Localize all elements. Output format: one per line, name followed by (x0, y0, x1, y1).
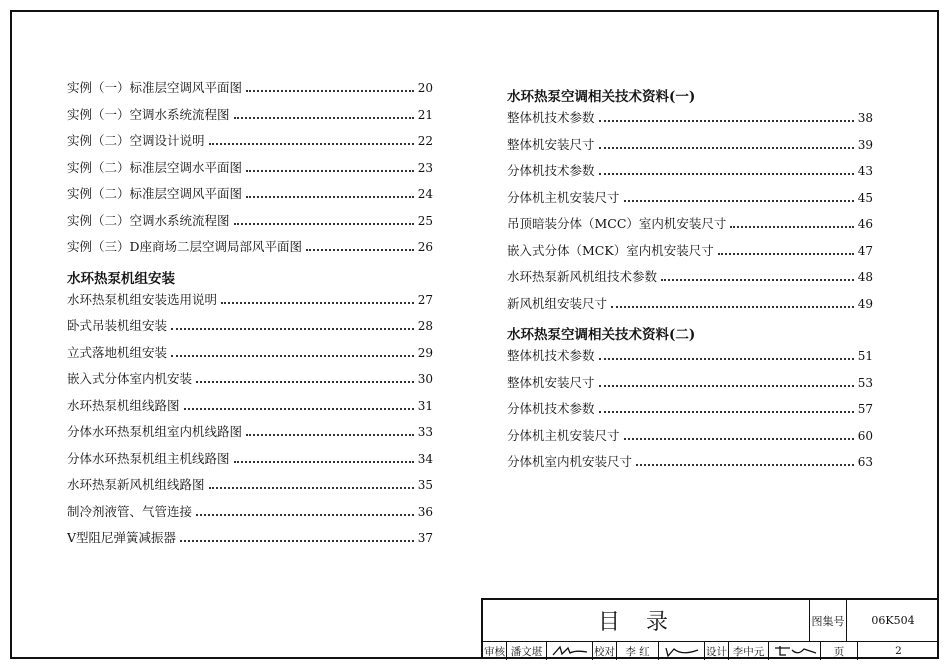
dot-leader (306, 249, 414, 251)
toc-entry[interactable] (67, 158, 433, 185)
dot-leader (234, 223, 414, 225)
toc-entry[interactable] (507, 373, 873, 400)
toc-entry-label: 整体机安装尺寸 (507, 136, 595, 152)
dot-leader (196, 381, 414, 383)
dot-leader (180, 540, 414, 542)
toc-entry-label: 实例（二）标准层空调风平面图 (67, 186, 243, 201)
dot-leader (611, 306, 854, 308)
toc-entry-label: 实例（二）标准层空调水平面图 (67, 159, 243, 175)
toc-entry-label: 整体机技术参数 (507, 110, 595, 125)
toc-entry[interactable] (507, 188, 873, 215)
toc-entry-page: 35 (417, 478, 433, 492)
title-block-title: 目录 (483, 600, 810, 641)
proof-label: 校对 (593, 642, 617, 660)
toc-entry-label: 实例（一）空调水系统流程图 (67, 106, 230, 122)
toc-entry-page: 30 (417, 372, 433, 386)
toc-entry-label: V型阻尼弹簧减振器 (67, 530, 177, 545)
toc-entry-page: 21 (417, 107, 433, 122)
page-number: 2 (895, 645, 902, 657)
toc-left-column (67, 78, 433, 555)
toc-entry-page: 43 (857, 164, 873, 178)
review-name: 潘文堪 (507, 642, 547, 660)
toc-entry[interactable] (507, 161, 873, 188)
dot-leader (171, 355, 414, 357)
toc-entry-page: 60 (857, 428, 873, 443)
dot-leader (221, 302, 414, 304)
dot-leader (171, 328, 414, 330)
page-label: 页 (821, 642, 858, 660)
toc-entry-label: 卧式吊装机组安装 (67, 318, 168, 333)
toc-entry-page: 29 (417, 345, 433, 360)
toc-entry-page: 45 (857, 190, 873, 205)
toc-entry[interactable] (67, 369, 433, 396)
toc-entry[interactable] (507, 346, 873, 373)
toc-entry[interactable] (507, 399, 873, 426)
toc-entry-label: 嵌入式分体室内机安装 (67, 371, 193, 386)
dot-leader (624, 200, 854, 202)
review-label: 审核 (483, 642, 507, 660)
toc-entry-label: 分体机技术参数 (507, 401, 595, 416)
toc-entry[interactable] (67, 184, 433, 211)
toc-section-heading: 水环热泵机组安装 (67, 270, 175, 287)
toc-entry[interactable] (67, 475, 433, 502)
toc-entry[interactable] (507, 108, 873, 135)
toc-entry-page: 23 (417, 160, 433, 175)
toc-entry-label: 嵌入式分体（MCK）室内机安装尺寸 (507, 242, 714, 258)
design-signature (769, 642, 821, 660)
toc-entry-label: 分体水环热泵机组主机线路图 (67, 450, 230, 466)
dot-leader (730, 226, 853, 228)
toc-entry[interactable] (67, 396, 433, 423)
toc-entry[interactable] (507, 294, 873, 321)
toc-entry-page: 33 (417, 425, 433, 439)
toc-entry-page: 46 (857, 217, 873, 231)
toc-entry-page: 48 (857, 270, 873, 284)
toc-right-column (507, 82, 873, 479)
toc-entry-label: 分体水环热泵机组室内机线路图 (67, 424, 243, 439)
dot-leader (599, 385, 854, 387)
dot-leader (718, 253, 854, 255)
dot-leader (234, 117, 414, 119)
toc-entry-page: 22 (417, 134, 433, 148)
toc-entry[interactable] (67, 211, 433, 238)
dot-leader (624, 438, 854, 440)
dot-leader (246, 170, 414, 172)
toc-entry-label: 分体机主机安装尺寸 (507, 427, 620, 443)
toc-entry-page: 34 (417, 451, 433, 466)
dot-leader (599, 120, 854, 122)
design-label: 设计 (705, 642, 729, 660)
dot-leader (599, 358, 854, 360)
toc-entry-label: 分体机主机安装尺寸 (507, 189, 620, 205)
toc-entry-page: 25 (417, 213, 433, 228)
toc-entry-page: 36 (417, 504, 433, 519)
toc-entry-label: 实例（三）D座商场二层空调局部风平面图 (67, 239, 303, 254)
toc-entry[interactable] (507, 135, 873, 162)
toc-entry-label: 水环热泵机组线路图 (67, 397, 180, 413)
toc-entry[interactable] (507, 452, 873, 479)
dot-leader (246, 196, 414, 198)
toc-entry-label: 实例（二）空调设计说明 (67, 133, 205, 148)
review-signature (547, 642, 593, 660)
toc-entry[interactable] (67, 449, 433, 476)
toc-entry[interactable] (507, 426, 873, 453)
toc-entry[interactable] (507, 267, 873, 294)
toc-entry-page: 38 (857, 111, 873, 125)
dot-leader (209, 487, 414, 489)
toc-entry-page: 20 (417, 81, 433, 95)
atlas-number-label: 图集号 (810, 600, 847, 641)
toc-entry-label: 实例（一）标准层空调风平面图 (67, 80, 243, 95)
toc-entry[interactable] (67, 422, 433, 449)
dot-leader (599, 411, 854, 413)
toc-entry[interactable] (67, 528, 433, 555)
toc-entry[interactable] (67, 131, 433, 158)
toc-entry[interactable] (507, 214, 873, 241)
toc-entry[interactable] (67, 316, 433, 343)
dot-leader (661, 279, 854, 281)
toc-entry-page: 51 (857, 349, 873, 363)
dot-leader (599, 147, 854, 149)
toc-entry-page: 53 (857, 375, 873, 390)
toc-entry-page: 49 (857, 296, 873, 311)
dot-leader (209, 143, 414, 145)
toc-entry-label: 立式落地机组安装 (67, 344, 168, 360)
toc-entry[interactable] (67, 78, 433, 105)
toc-entry[interactable] (67, 290, 433, 317)
dot-leader (196, 514, 414, 516)
toc-entry[interactable] (67, 237, 433, 264)
proof-name: 李 红 (617, 642, 659, 660)
proof-signature (659, 642, 705, 660)
dot-leader (184, 408, 414, 410)
toc-entry-label: 分体机室内机安装尺寸 (507, 454, 633, 469)
toc-entry-page: 37 (417, 531, 433, 545)
toc-entry-label: 吊顶暗装分体（MCC）室内机安装尺寸 (507, 216, 727, 231)
toc-entry-page: 27 (417, 292, 433, 307)
toc-entry[interactable] (67, 343, 433, 370)
dot-leader (234, 461, 414, 463)
toc-entry-label: 新风机组安装尺寸 (507, 295, 608, 311)
toc-entry-label: 整体机技术参数 (507, 348, 595, 363)
toc-entry[interactable] (507, 241, 873, 268)
toc-entry-label: 水环热泵新风机组线路图 (67, 477, 205, 492)
toc-entry-label: 实例（二）空调水系统流程图 (67, 212, 230, 228)
toc-entry-label: 水环热泵机组安装选用说明 (67, 291, 218, 307)
toc-entry-page: 26 (417, 240, 433, 254)
toc-entry-page: 28 (417, 319, 433, 333)
dot-leader (636, 464, 854, 466)
toc-entry-page: 24 (417, 187, 433, 201)
toc-entry-label: 制冷剂液管、气管连接 (67, 503, 193, 519)
dot-leader (246, 434, 414, 436)
toc-section-heading: 水环热泵空调相关技术资料(二) (507, 327, 696, 343)
toc-entry-page: 47 (857, 243, 873, 258)
toc-entry[interactable] (67, 502, 433, 529)
toc-entry-label: 整体机安装尺寸 (507, 374, 595, 390)
dot-leader (599, 173, 854, 175)
toc-entry-page: 31 (417, 398, 433, 413)
atlas-number: 06K504 (871, 614, 915, 627)
toc-entry-label: 分体机技术参数 (507, 163, 595, 178)
title-block (481, 598, 939, 659)
toc-entry-page: 57 (857, 402, 873, 416)
toc-entry-page: 63 (857, 455, 873, 469)
toc-entry-page: 39 (857, 137, 873, 152)
dot-leader (246, 90, 414, 92)
design-name: 李中元 (729, 642, 769, 660)
toc-entry-label: 水环热泵新风机组技术参数 (507, 269, 658, 284)
toc-entry[interactable] (67, 105, 433, 132)
toc-section-heading: 水环热泵空调相关技术资料(一) (507, 89, 696, 105)
